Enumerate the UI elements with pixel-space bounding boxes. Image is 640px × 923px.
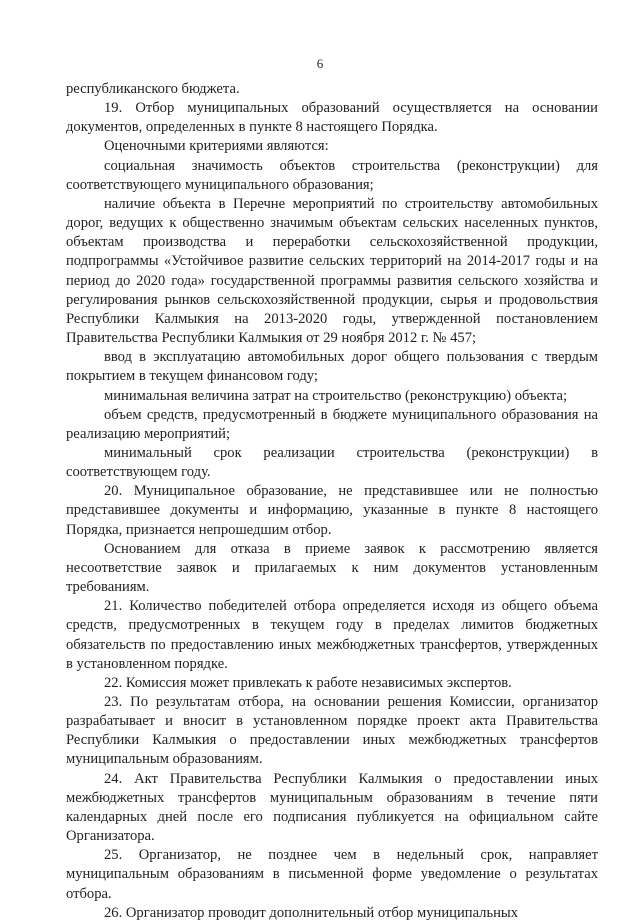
paragraph: республиканского бюджета. xyxy=(66,81,240,97)
paragraph: Оценочными критериями являются: xyxy=(104,138,329,155)
paragraph: 19. Отбор муниципальных образований осуществляется на основании документов, определенных в пункте 8 настоящего Порядка. xyxy=(66,100,598,136)
paragraph: наличие объекта в Перечне мероприятий по строительству автомобильных дорог, ведущих к общественно значимым объектам сельских населенных пунктов, объектам производства и переработки сельскохозяйственной продукции, подпрограммы «Устойчивое развитие сельских территорий на 2014-2017 годы и на период до 2020 года» государственной программы развития сельского хозяйства и регулирования рынков сельскохозяйственной продукции, сырья и продовольствия Республики Калмыкия на 2013-2020 годы, утвержденной постановлением Правительства Республики Калмыкия от 29 ноября 2012 г. № 457; xyxy=(66,195,598,347)
paragraph: 26. Организатор проводит дополнительный отбор муниципальных xyxy=(104,904,519,921)
paragraph: социальная значимость объектов строительства (реконструкции) для соответствующего муниципального образования; xyxy=(66,157,598,193)
paragraph: минимальная величина затрат на строительство (реконструкцию) объекта; xyxy=(104,387,568,404)
paragraph: 25. Организатор, не позднее чем в недельный срок, направляет муниципальным образованиям в письменной форме уведомление о результатах отбора. xyxy=(66,847,598,902)
paragraph: объем средств, предусмотренный в бюджете муниципального образования на реализацию мероприятий; xyxy=(66,406,598,442)
paragraph: минимальный срок реализации строительства (реконструкции) в соответствующем году. xyxy=(66,444,598,481)
paragraph: ввод в эксплуатацию автомобильных дорог общего пользования с твердым покрытием в текущем финансовом году; xyxy=(66,349,598,385)
page-number: 6 xyxy=(316,56,324,71)
paragraph: 24. Акт Правительства Республики Калмыкия о предоставлении иных межбюджетных трансфертов муниципальным образованиям в течение пяти календарных дней после его подписания публикуется на официальном сайте Организатора. xyxy=(66,770,598,845)
paragraph: 20. Муниципальное образование, не представившее или не полностью представившее документы и информацию, указанные в пункте 8 настоящего Порядка, признается непрошедшим отбор. xyxy=(66,483,598,538)
paragraph: 23. По результатам отбора, на основании решения Комиссии, организатор разрабатывает и вносит в установленном порядке проект акта Правительства Республики Калмыкия о предоставлении иных межбюджетных трансфертов муниципальным образованиям. xyxy=(66,694,598,768)
paragraph: 21. Количество победителей отбора определяется исходя из общего объема средств, предусмотренных в текущем году в пределах лимитов бюджетных обязательств по предоставлению иных межбюджетных трансфертов, утвержденных в установленном порядке. xyxy=(66,598,598,672)
document-body xyxy=(66,80,598,923)
paragraph: 22. Комиссия может привлекать к работе независимых экспертов. xyxy=(104,674,512,691)
paragraph: Основанием для отказа в приеме заявок к рассмотрению является несоответствие заявок и прилагаемых к ним документов установленным требованиям. xyxy=(66,540,598,596)
